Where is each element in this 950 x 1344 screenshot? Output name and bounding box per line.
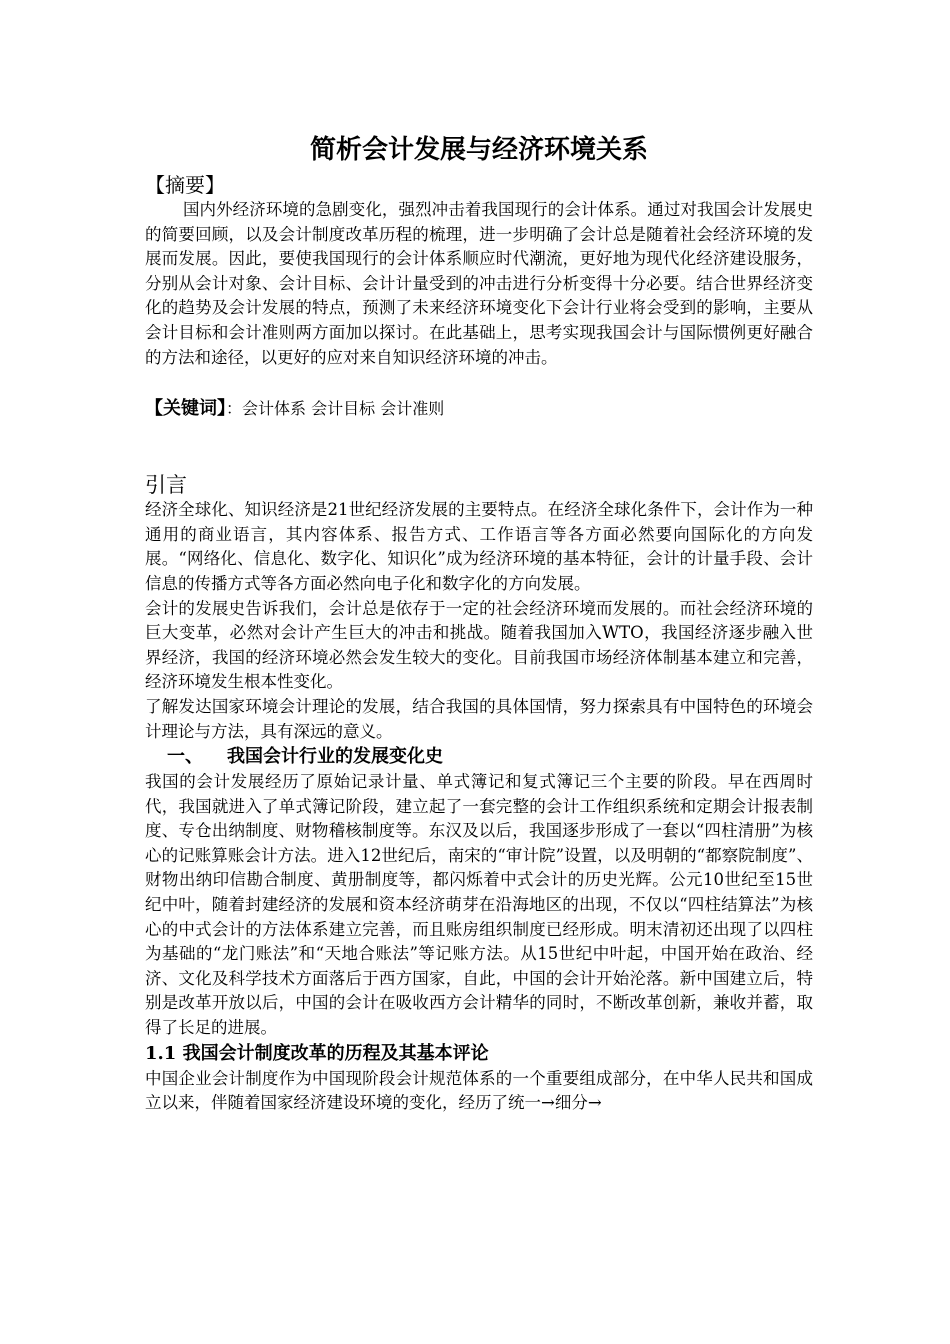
section-1-title: 我国会计行业的发展变化史 <box>227 746 443 768</box>
abstract-label: 【摘要】 <box>145 173 225 197</box>
document-title: 简析会计发展与经济环境关系 <box>309 135 648 165</box>
document-body <box>145 130 813 1116</box>
subsection-1-1-text: 中国企业会计制度作为中国现阶段会计规范体系的一个重要组成部分，在中华人民共和国成立以来，伴随着国家经济建设环境的变化，经历了统一→细分→ <box>145 1068 813 1113</box>
keywords-text: 会计体系 会计目标 会计准则 <box>242 399 445 419</box>
intro-paragraph-3: 了解发达国家环境会计理论的发展，结合我国的具体国情，努力探索具有中国特色的环境会计理论与方法，具有深远的意义。 <box>145 696 813 741</box>
intro-paragraph-2: 会计的发展史告诉我们，会计总是依存于一定的社会经济环境而发展的。而社会经济环境的巨大变革，必然对会计产生巨大的冲击和挑战。随着我国加入WTO，我国经济逐步融入世界经济，我国的经济环境必然会发生较大的变化。目前我国市场经济体制基本建立和完善，经济环境发生根本性变化。 <box>145 598 813 692</box>
intro-paragraph-1: 经济全球化、知识经济是21世纪经济发展的主要特点。在经济全球化条件下，会计作为一种通用的商业语言，其内容体系、报告方式、工作语言等各方面必然要向国际化的方向发展。“网络化、信息化、数字化、知识化”成为经济环境的基本特征，会计的计量手段、会计信息的传播方式等各方面必然向电子化和数字化的方向发展。 <box>145 500 813 593</box>
keywords-separator: ： <box>226 399 243 419</box>
intro-heading: 引言 <box>145 473 187 498</box>
section-1-heading <box>145 744 813 770</box>
section-1-text: 我国的会计发展经历了原始记录计量、单式簿记和复式簿记三个主要的阶段。早在西周时代，我国就进入了单式簿记阶段，建立起了一套完整的会计工作组织系统和定期会计报表制度、专仓出纳制度、财物稽核制度等。东汉及以后，我国逐步形成了一套以“四柱清册”为核心的记账算账会计方法。进入12世纪后，南宋的“审计院”设置，以及明朝的“都察院制度”、财物出纳印信勘合制度、黄册制度等，都闪烁着中式会计的历史光辉。公元10世纪至15世纪中叶，随着封建经济的发展和资本经济萌芽在沿海地区的出现，不仅以“四柱结算法”为核心的中式会计的方法体系建立完善，而且账房组织制度已经形成。明末清初还出现了以四柱为基础的“龙门账法”和“天地合账法”等记账方法。从15世纪中叶起，中国开始在政治、经济、文化及科学技术方面落后于西方国家，自此，中国的会计开始沦落。新中国建立后，特别是改革开放以后，中国的会计在吸收西方会计精华的同时，不断改革创新，兼收并蓄，取得了长足的进展。 <box>145 772 813 1038</box>
section-1-number: 一、 <box>167 746 203 768</box>
subsection-1-1-heading: 1.1 我国会计制度改革的历程及其基本评论 <box>145 1042 489 1064</box>
keywords-label: 【关键词】 <box>145 398 226 420</box>
abstract-text: 国内外经济环境的急剧变化，强烈冲击着我国现行的会计体系。通过对我国会计发展史的简要回顾，以及会计制度改革历程的梳理，进一步明确了会计总是随着社会经济环境的发展而发展。因此，要使我国现行的会计体系顺应时代潮流，更好地为现代化经济建设服务，分别从会计对象、会计目标、会计计量受到的冲击进行分析变得十分必要。结合世界经济变化的趋势及会计发展的特点，预测了未来经济环境变化下会计行业将会受到的影响，主要从会计目标和会计准则两方面加以探讨。在此基础上，思考实现我国会计与国际惯例更好融合的方法和途径，以更好的应对来自知识经济环境的冲击。 <box>145 200 813 367</box>
keywords-line <box>145 396 813 422</box>
